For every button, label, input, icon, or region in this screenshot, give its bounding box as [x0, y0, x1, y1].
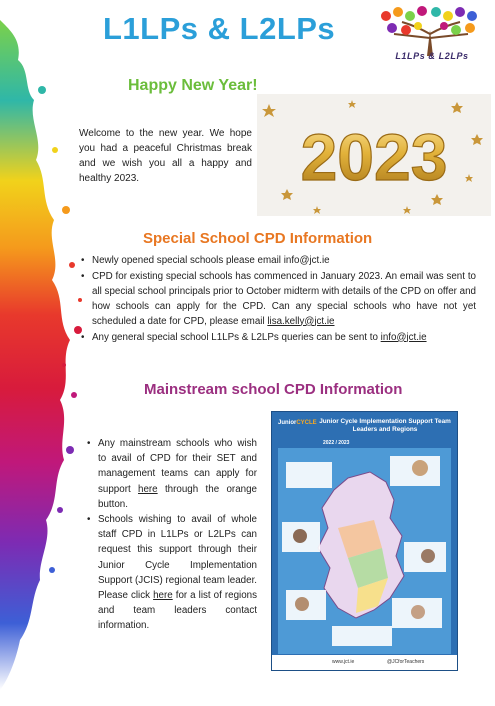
welcome-paragraph: Welcome to the new year. We hope you had a peaceful Christmas break and we wish you all a happy and healthy 2023. [79, 128, 252, 184]
special-school-heading: Special School CPD Information [143, 230, 373, 247]
list-item: • CPD for existing special schools has commenced in January 2023. An email was sent to all special school principals prior to October midterm with details of the CPD on offer and how schools can apply for the CPD. Can any special schools who have not yet scheduled a date for CPD, please email lisa.kelly@jct.ie [92, 270, 476, 330]
new-year-heading: Happy New Year! [128, 77, 258, 94]
list-item: • Schools wishing to avail of whole staff CPD in L1LPs or L2LPs can request this support through their Junior Cycle Implementation Support (JCIS) regional team leader. Please click here for a list of regions and team leaders contact information. [98, 512, 257, 634]
poster-heading: Junior Cycle Implementation Support Team Leaders and Regions [319, 418, 451, 433]
ireland-map-icon [278, 448, 451, 654]
logo-text: L1LPs & L2LPs [395, 51, 469, 61]
list-item: • Any mainstream schools who wish to avail of CPD for their SET and management teams can apply for support here through the orange button. [98, 436, 257, 512]
year-2023-balloon-text: 2023 [300, 120, 448, 194]
paint-splash-decoration [0, 0, 90, 706]
poster-year: 2022 / 2023 [323, 440, 350, 446]
jcis-regions-poster [271, 411, 458, 671]
new-year-2023-image [257, 94, 491, 216]
regions-here-link[interactable]: here [153, 590, 173, 602]
list-item: • Any general special school L1LPs & L2LPs queries can be sent to info@jct.ie [92, 331, 476, 346]
info-email-link[interactable]: info@jct.ie [380, 331, 427, 343]
junior-cycle-logo: JuniorCYCLE [278, 420, 317, 426]
poster-map-panel [278, 448, 451, 654]
mainstream-list [98, 436, 257, 634]
special-school-list [92, 254, 476, 346]
list-item: • Newly opened special schools please email info@jct.ie [92, 254, 476, 269]
poster-footer [272, 655, 457, 670]
poster-url: www.jct.ie [332, 659, 355, 665]
lisa-email-link[interactable]: lisa.kelly@jct.ie [267, 315, 335, 327]
stars-decoration [257, 94, 491, 216]
page-title: L1LPs & L2LPs [103, 11, 336, 46]
apply-here-link[interactable]: here [138, 483, 158, 495]
mainstream-heading: Mainstream school CPD Information [144, 381, 403, 398]
poster-twitter: @JCforTeachers [387, 659, 425, 665]
